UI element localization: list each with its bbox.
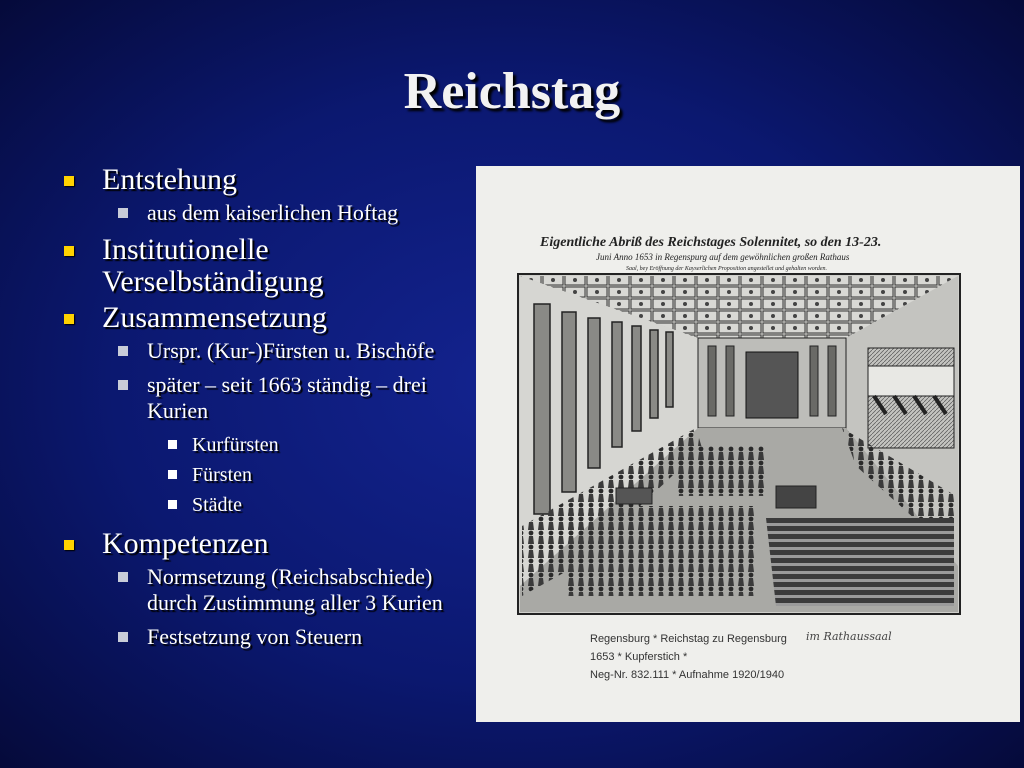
- square-bullet-icon: [168, 470, 177, 479]
- square-bullet-icon: [118, 208, 128, 218]
- square-bullet-icon: [168, 440, 177, 449]
- square-bullet-icon: [118, 346, 128, 356]
- sub-sub-bullet: Fürsten: [147, 460, 462, 490]
- reichstag-engraving-image: [476, 166, 1020, 722]
- square-bullet-icon: [168, 500, 177, 509]
- engraving-header: Saal, bey Eröffnung der Kayserlichen Proposition angestellet und gehalten worden.: [626, 266, 828, 272]
- engraving-drawing: [476, 166, 1020, 722]
- bullet-verselbstaendigung: [62, 234, 462, 298]
- sub-sub-bullet: Kurfürsten: [147, 430, 462, 460]
- square-bullet-icon: [64, 314, 74, 324]
- sub-bullet: Normsetzung (Reichsabschiede) durch Zustimmung aller 3 Kurien: [102, 564, 462, 616]
- engraving-header: Eigentliche Abriß des Reichstages Solennitet, so den 13-23.: [540, 235, 882, 250]
- sub-bullet: Urspr. (Kur-)Fürsten u. Bischöfe: [102, 338, 462, 364]
- bullet-label: Zusammensetzung: [102, 301, 327, 334]
- square-bullet-icon: [64, 176, 74, 186]
- bullet-label: Institutionelle Verselbständigung: [102, 233, 324, 298]
- square-bullet-icon: [118, 632, 128, 642]
- bullet-label: Entstehung: [102, 163, 237, 196]
- square-bullet-icon: [64, 540, 74, 550]
- square-bullet-icon: [118, 380, 128, 390]
- sub-bullet: Festsetzung von Steuern: [102, 624, 462, 650]
- sub-bullet: später – seit 1663 ständig – drei Kurien Kurfürsten Fürsten Städte: [102, 372, 462, 520]
- bullet-kompetenzen: [62, 528, 462, 650]
- square-bullet-icon: [118, 572, 128, 582]
- bullet-entstehung: [62, 164, 462, 226]
- engraving-header: Juni Anno 1653 in Regenspurg auf dem gewöhnlichen großen Rathaus: [596, 252, 850, 262]
- square-bullet-icon: [64, 246, 74, 256]
- sub-bullet: aus dem kaiserlichen Hoftag: [102, 200, 462, 226]
- bullet-list: [62, 160, 462, 658]
- bullet-label: Kompetenzen: [102, 527, 269, 560]
- image-caption: Neg-Nr. 832.111 * Aufnahme 1920/1940: [590, 669, 785, 681]
- slide-title: Reichstag: [403, 63, 621, 120]
- image-caption-handwritten: im Rathaussaal: [806, 630, 892, 643]
- bullet-zusammensetzung: [62, 302, 462, 520]
- sub-sub-bullet: Städte: [147, 490, 462, 520]
- image-caption: 1653 * Kupferstich *: [590, 651, 688, 663]
- image-caption: Regensburg * Reichstag zu Regensburg: [590, 633, 787, 645]
